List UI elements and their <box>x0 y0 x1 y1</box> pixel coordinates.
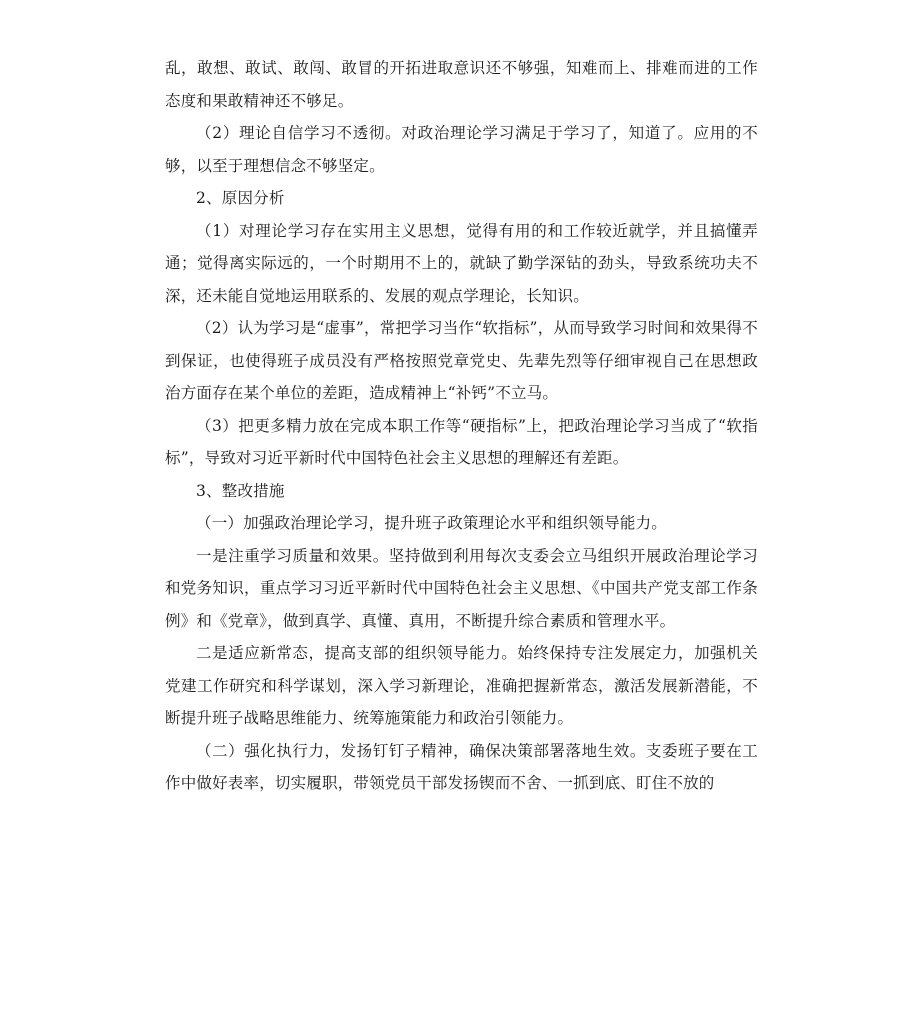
section-heading-cause-analysis: 2、原因分析 <box>196 189 285 207</box>
paragraph-cause-3: （3）把更多精力放在完成本职工作等“硬指标”上，把政治理论学习当成了“软指标”，导致对习近平新时代中国特色社会主义思想的理解还有差距。 <box>165 416 758 467</box>
paragraph-theory-confidence: （2）理论自信学习不透彻。对政治理论学习满足于学习了，知道了。应用的不够，以至于理想信念不够坚定。 <box>165 124 758 175</box>
paragraph-measure-1a: 一是注重学习质量和效果。坚持做到利用每次支委会立马组织开展政治理论学习和党务知识，重点学习习近平新时代中国特色社会主义思想、《中国共产党支部工作条例》和《党章》，做到真学、真懂、真用，不断提升综合素质和管理水平。 <box>165 546 758 630</box>
paragraph-cause-1: （1）对理论学习存在实用主义思想，觉得有用的和工作较近就学，并且搞懂弄通；觉得离实际远的，一个时期用不上的，就缺了勤学深钻的劲头，导致系统功夫不深，还未能自觉地运用联系的、发展的观点学理论，长知识。 <box>165 221 758 305</box>
section-heading-rectification: 3、整改措施 <box>196 481 285 500</box>
paragraph-continuation: 乱，敢想、敢试、敢闯、敢冒的开拓进取意识还不够强，知难而上、排难而进的工作态度和果敢精神还不够足。 <box>165 59 758 110</box>
paragraph-measure-1-heading: （一）加强政治理论学习，提升班子政策理论水平和组织领导能力。 <box>196 514 668 532</box>
paragraph-measure-1b: 二是适应新常态，提高支部的组织领导能力。始终保持专注发展定力，加强机关党建工作研究和科学谋划，深入学习新理论，准确把握新常态，激活发展新潜能，不断提升班子战略思维能力、统筹施策能力和政治引领能力。 <box>165 644 758 727</box>
paragraph-cause-2: （2）认为学习是“虚事”，常把学习当作“软指标”，从而导致学习时间和效果得不到保证，也使得班子成员没有严格按照党章党史、先辈先烈等仔细审视自己在思想政治方面存在某个单位的差距，造成精神上“补钙”不立马。 <box>165 319 758 402</box>
document-body <box>165 52 758 800</box>
paragraph-measure-2: （二）强化执行力，发扬钉钉子精神，确保决策部署落地生效。支委班子要在工作中做好表率，切实履职，带领党员干部发扬锲而不舍、一抓到底、盯住不放的 <box>165 741 758 792</box>
